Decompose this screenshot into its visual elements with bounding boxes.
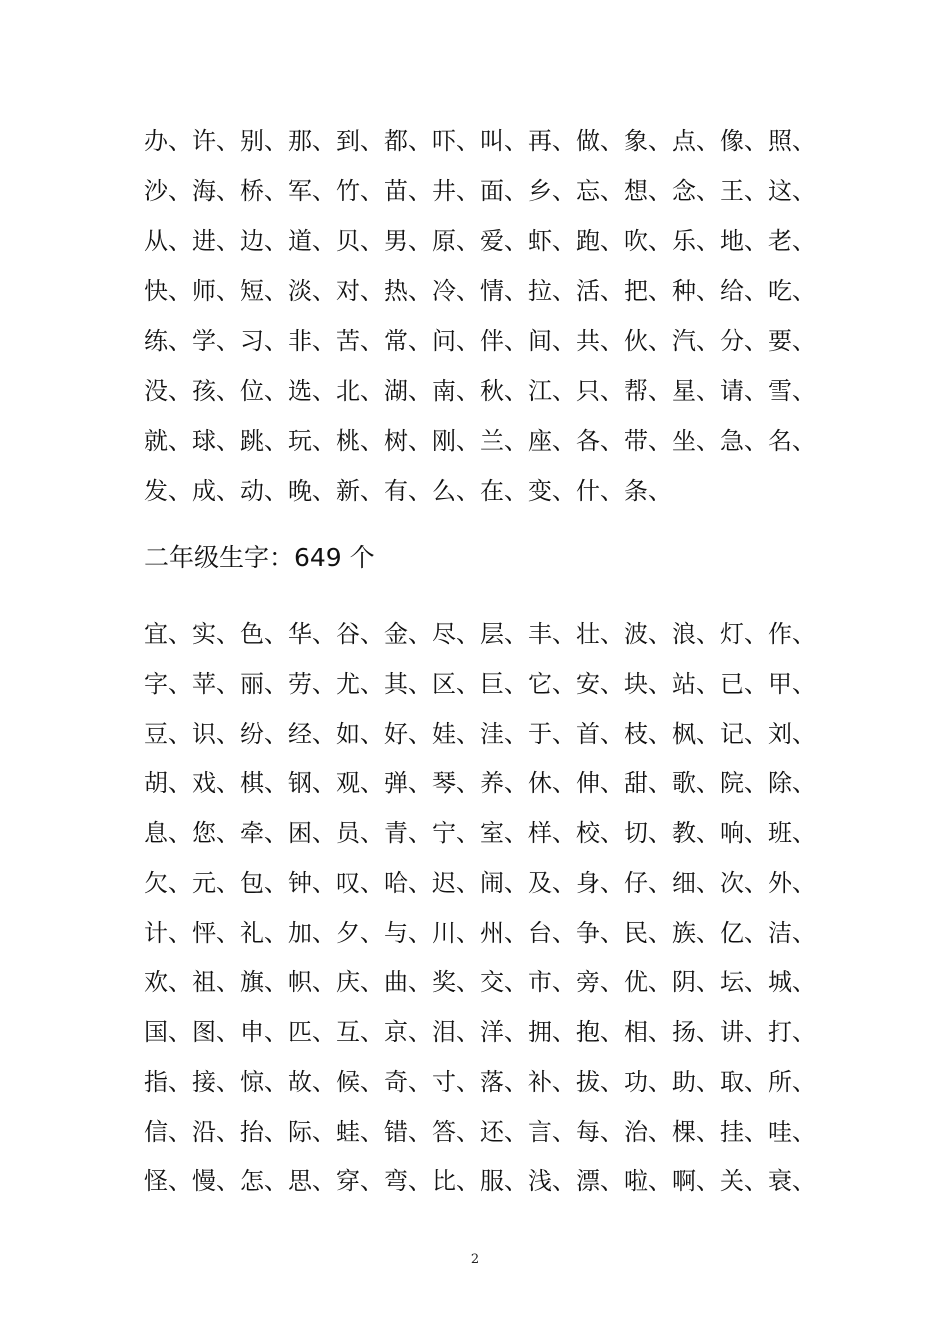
char-row: 信、沿、抬、际、蛙、错、答、还、言、每、治、棵、挂、哇、 — [144, 1118, 816, 1146]
char-row: 快、师、短、淡、对、热、冷、情、拉、活、把、种、给、吃、 — [144, 277, 816, 305]
char-row: 欠、元、包、钟、叹、哈、迟、闹、及、身、仔、细、次、外、 — [144, 869, 816, 897]
char-row: 没、孩、位、选、北、湖、南、秋、江、只、帮、星、请、雪、 — [144, 377, 816, 405]
char-row: 欢、祖、旗、帜、庆、曲、奖、交、市、旁、优、阴、坛、城、 — [144, 968, 816, 996]
char-row: 办、许、别、那、到、都、吓、叫、再、做、象、点、像、照、 — [144, 127, 816, 155]
char-row: 国、图、申、匹、互、京、泪、洋、拥、抱、相、扬、讲、打、 — [144, 1018, 816, 1046]
char-row: 从、进、边、道、贝、男、原、爱、虾、跑、吹、乐、地、老、 — [144, 227, 816, 255]
char-row: 指、接、惊、故、候、奇、寸、落、补、拔、功、助、取、所、 — [144, 1068, 816, 1096]
char-row: 怪、慢、怎、思、穿、弯、比、服、浅、漂、啦、啊、关、衰、 — [144, 1167, 816, 1195]
char-row: 息、您、牵、困、员、青、宁、室、样、校、切、教、响、班、 — [144, 819, 816, 847]
char-row: 字、苹、丽、劳、尤、其、区、巨、它、安、块、站、已、甲、 — [144, 670, 816, 698]
char-row: 计、怦、礼、加、夕、与、川、州、台、争、民、族、亿、洁、 — [144, 919, 816, 947]
char-row: 宜、实、色、华、谷、金、尽、层、丰、壮、波、浪、灯、作、 — [144, 620, 816, 648]
section-heading-grade2: 二年级生字：649 个 — [144, 543, 375, 572]
char-row: 就、球、跳、玩、桃、树、刚、兰、座、各、带、坐、急、名、 — [144, 427, 816, 455]
char-row: 沙、海、桥、军、竹、苗、井、面、乡、忘、想、念、王、这、 — [144, 177, 816, 205]
char-row: 胡、戏、棋、钢、观、弹、琴、养、休、伸、甜、歌、院、除、 — [144, 769, 816, 797]
char-row: 练、学、习、非、苦、常、问、伴、间、共、伙、汽、分、要、 — [144, 327, 816, 355]
char-row: 发、成、动、晚、新、有、么、在、变、什、条、 — [144, 477, 672, 505]
char-row: 豆、识、纷、经、如、好、娃、洼、于、首、枝、枫、记、刘、 — [144, 720, 816, 748]
page-number: 2 — [470, 1252, 480, 1267]
